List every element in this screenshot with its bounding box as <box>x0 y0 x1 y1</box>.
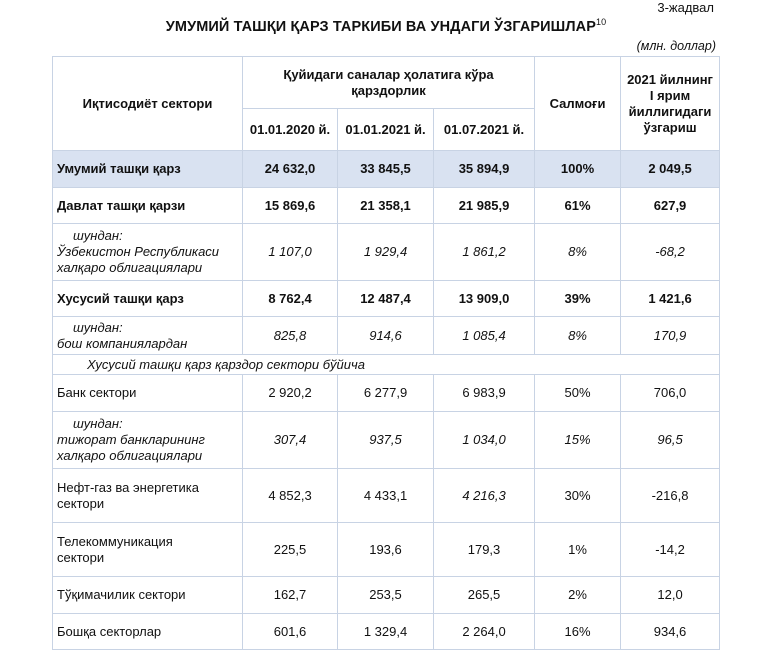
row-label-line: халқаро облигациялари <box>57 260 203 275</box>
change-value: 627,9 <box>621 188 720 224</box>
value-2020: 162,7 <box>243 577 338 614</box>
row-label-line: тижорат банкларининг <box>57 432 205 447</box>
share-value: 16% <box>535 614 621 650</box>
row-label-line: Хусусий ташқи қарз <box>57 290 184 306</box>
value-2021-jan: 4 433,1 <box>338 469 434 523</box>
table-title <box>0 17 772 35</box>
table-row <box>53 523 720 577</box>
share-value: 8% <box>535 224 621 281</box>
header-share: Салмоғи <box>535 57 621 151</box>
value-2020: 8 762,4 <box>243 281 338 317</box>
share-value: 61% <box>535 188 621 224</box>
row-label-line: Банк сектори <box>57 385 137 400</box>
change-value: 96,5 <box>621 412 720 469</box>
value-2021-jul: 2 264,0 <box>434 614 535 650</box>
share-value: 8% <box>535 317 621 355</box>
header-change-line: ўзгариш <box>643 119 697 135</box>
row-label-line: сектори <box>57 495 105 511</box>
change-value: 934,6 <box>621 614 720 650</box>
row-label-line: шундан: <box>73 319 123 335</box>
share-value: 2% <box>535 577 621 614</box>
change-value: 2 049,5 <box>621 151 720 188</box>
share-value: 30% <box>535 469 621 523</box>
share-value: 39% <box>535 281 621 317</box>
table-row <box>53 412 720 469</box>
value-2020: 4 852,3 <box>243 469 338 523</box>
header-change-line: I ярим <box>649 87 691 103</box>
header-date-2: 01.01.2021 й. <box>338 109 434 151</box>
value-2020: 307,4 <box>243 412 338 469</box>
value-2020: 825,8 <box>243 317 338 355</box>
header-change-line: йиллигидаги <box>628 103 712 119</box>
value-2021-jul: 265,5 <box>434 577 535 614</box>
row-label-line: Телекоммуникация <box>57 533 173 549</box>
value-2021-jan: 6 277,9 <box>338 375 434 412</box>
value-2021-jan: 253,5 <box>338 577 434 614</box>
row-label <box>53 151 243 188</box>
row-label-line: халқаро облигациялари <box>57 448 203 463</box>
unit-label: (млн. доллар) <box>636 39 716 53</box>
value-2021-jan: 193,6 <box>338 523 434 577</box>
table-row <box>53 317 720 355</box>
row-label <box>53 412 243 469</box>
row-label-line: Ўзбекистон Республикаси <box>57 244 220 259</box>
row-label <box>53 523 243 577</box>
value-2021-jul: 1 861,2 <box>434 224 535 281</box>
row-label-line: бош компаниялардан <box>57 335 188 351</box>
table-row <box>53 188 720 224</box>
table-row <box>53 151 720 188</box>
value-2021-jan: 21 358,1 <box>338 188 434 224</box>
value-2021-jul: 13 909,0 <box>434 281 535 317</box>
row-label-line: шундан: <box>73 416 123 431</box>
section-title: Хусусий ташқи қарз қарздор сектори бўйича <box>53 355 720 375</box>
change-value: -14,2 <box>621 523 720 577</box>
row-label-line: Тўқимачилик сектори <box>57 587 186 602</box>
value-2021-jul: 6 983,9 <box>434 375 535 412</box>
value-2020: 601,6 <box>243 614 338 650</box>
row-label-line: Давлат ташқи қарзи <box>57 197 186 213</box>
header-change <box>621 57 720 151</box>
row-label-line: шундан: <box>73 228 123 243</box>
value-2020: 15 869,6 <box>243 188 338 224</box>
table-row <box>53 224 720 281</box>
row-label-line: Умумий ташқи қарз <box>57 161 181 176</box>
value-2021-jan: 914,6 <box>338 317 434 355</box>
header-sector: Иқтисодиёт сектори <box>53 57 243 151</box>
row-label <box>53 317 243 355</box>
change-value: -68,2 <box>621 224 720 281</box>
change-value: -216,8 <box>621 469 720 523</box>
header-change-line: 2021 йилнинг <box>627 71 713 87</box>
value-2021-jan: 33 845,5 <box>338 151 434 188</box>
change-value: 1 421,6 <box>621 281 720 317</box>
value-2021-jul: 1 085,4 <box>434 317 535 355</box>
table-row <box>53 469 720 523</box>
row-label <box>53 614 243 650</box>
row-label-line: сектори <box>57 549 105 565</box>
value-2021-jul: 4 216,3 <box>434 469 535 523</box>
value-2020: 225,5 <box>243 523 338 577</box>
value-2021-jan: 937,5 <box>338 412 434 469</box>
value-2020: 24 632,0 <box>243 151 338 188</box>
table-row <box>53 577 720 614</box>
section-row <box>53 355 720 375</box>
title-footnote: 10 <box>595 17 607 27</box>
value-2020: 2 920,2 <box>243 375 338 412</box>
row-label <box>53 577 243 614</box>
debt-table <box>52 56 720 650</box>
table-body <box>53 151 720 650</box>
value-2020: 1 107,0 <box>243 224 338 281</box>
value-2021-jul: 21 985,9 <box>434 188 535 224</box>
share-value: 100% <box>535 151 621 188</box>
value-2021-jan: 12 487,4 <box>338 281 434 317</box>
value-2021-jul: 35 894,9 <box>434 151 535 188</box>
value-2021-jul: 1 034,0 <box>434 412 535 469</box>
row-label-line: Нефт-газ ва энергетика <box>57 479 199 495</box>
change-value: 706,0 <box>621 375 720 412</box>
value-2021-jul: 179,3 <box>434 523 535 577</box>
share-value: 50% <box>535 375 621 412</box>
table-row <box>53 375 720 412</box>
header-date-group: Қуйидаги саналар ҳолатига кўра қарздорлик <box>243 57 535 109</box>
share-value: 1% <box>535 523 621 577</box>
row-label-line: Бошқа секторлар <box>57 623 162 639</box>
value-2021-jan: 1 329,4 <box>338 614 434 650</box>
table-row <box>53 614 720 650</box>
row-label <box>53 224 243 281</box>
change-value: 170,9 <box>621 317 720 355</box>
table-number: 3-жадвал <box>657 0 714 15</box>
row-label <box>53 469 243 523</box>
header-date-1: 01.01.2020 й. <box>243 109 338 151</box>
table-row <box>53 281 720 317</box>
header-date-3: 01.07.2021 й. <box>434 109 535 151</box>
value-2021-jan: 1 929,4 <box>338 224 434 281</box>
change-value: 12,0 <box>621 577 720 614</box>
title-text: УМУМИЙ ТАШҚИ ҚАРЗ ТАРКИБИ ВА УНДАГИ ЎЗГАРИШЛАР <box>165 18 596 35</box>
row-label <box>53 281 243 317</box>
share-value: 15% <box>535 412 621 469</box>
row-label <box>53 188 243 224</box>
row-label <box>53 375 243 412</box>
